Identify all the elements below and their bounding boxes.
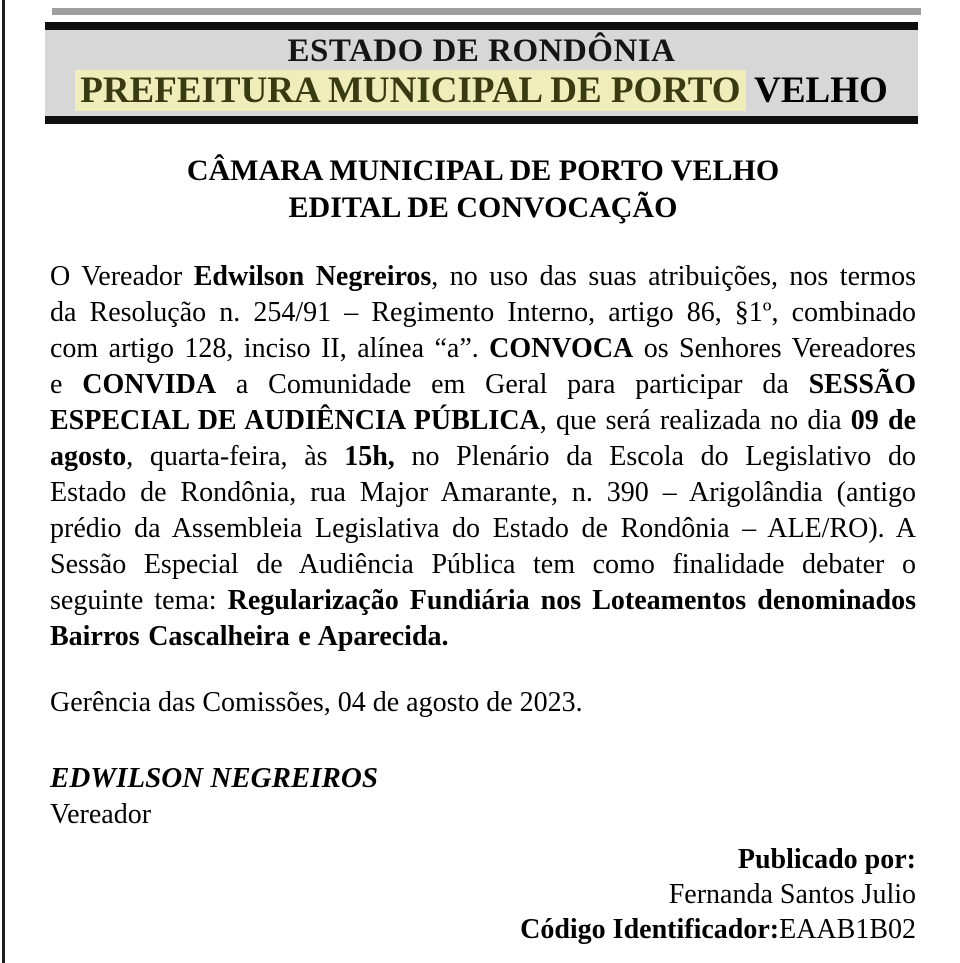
left-border-line [2, 0, 5, 963]
published-by-name: Fernanda Santos Julio [668, 879, 916, 910]
banner-gap [45, 15, 918, 22]
body-paragraph: O Vereador Edwilson Negreiros, no uso das suas atribuições, nos termos da Resolução n. 254/91 – Regimento Interno, artigo 86, §1º, combinado com artigo 128, inciso II, alínea “a”. CONVOCA os Senhores Vereadores e CONVIDA a Comunidade em Geral para participar da SESSÃO ESPECIAL DE AUDIÊNCIA PÚBLICA, que será realizada no dia 09 de agosto, quarta-feira, às 15h, no Plenário da Escola do Legislativo do Estado de Rondônia, rua Major Amarante, n. 390 – Arigolândia (antigo prédio da Assembleia Legislativa do Estado de Rondônia – ALE/RO). A Sessão Especial de Audiência Pública tem como finalidade debater o seguinte tema: Regularização Fundiária nos Loteamentos denominados Bairros Cascalheira e Aparecida. [50, 261, 917, 652]
identifier-code-value: EAAB1B02 [779, 914, 916, 945]
municipality-title [45, 70, 918, 111]
document-title [50, 152, 916, 226]
municipality-title-rest: VELHO [745, 70, 888, 111]
identifier-code-label: Código Identificador: [520, 914, 780, 945]
document-title-line1: CÂMARA MUNICIPAL DE PORTO VELHO [186, 154, 780, 187]
publication-block [50, 842, 916, 947]
signature-name: EDWILSON NEGREIROS [50, 762, 378, 794]
state-title: ESTADO DE RONDÔNIA [287, 33, 676, 69]
banner-box [45, 22, 918, 124]
identifier-code-line [50, 912, 916, 947]
document-body [0, 152, 960, 947]
banner-top-strip [52, 8, 921, 15]
date-line: Gerência das Comissões, 04 de agosto de 2023. [50, 687, 583, 718]
published-by-label: Publicado por: [737, 844, 916, 875]
document-title-line2: EDITAL DE CONVOCAÇÃO [288, 191, 678, 224]
municipality-title-highlight: PREFEITURA MUNICIPAL DE PORTO [75, 70, 745, 111]
signature-role: Vereador [50, 799, 152, 830]
header-banner [0, 0, 960, 124]
